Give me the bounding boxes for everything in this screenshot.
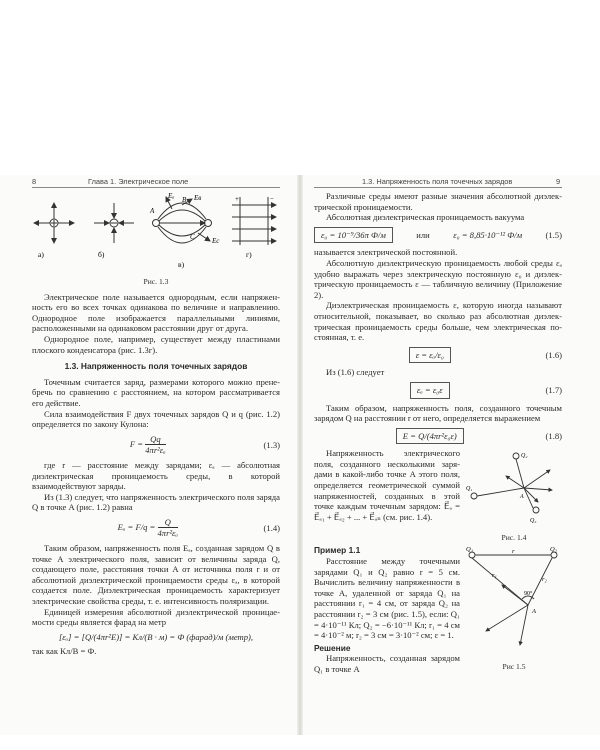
fig-label-b: б) [98, 250, 105, 259]
solution-title: Решение [314, 642, 351, 653]
svg-text:A: A [520, 494, 524, 501]
fig-label-a: а) [38, 250, 44, 259]
fig13-label-ev: Eв [194, 194, 202, 202]
example-diagram [466, 545, 562, 657]
eq15-boxed-a: ε₀ = 10⁻⁹/36π Ф/м [314, 227, 393, 244]
eq18-number: (1.8) [545, 430, 562, 441]
right-page [306, 175, 596, 735]
left-para-9: так как Кл/В = Ф. [32, 646, 97, 657]
svg-text:Q₃: Q₃ [530, 518, 537, 525]
right-page-number: 9 [556, 177, 561, 186]
eq13-denominator: 4πr²εₐ [145, 445, 166, 456]
left-para-6: Из (1.3) следует, что напряженность электрического поля заряда Q в точке A (рис. 1.2) равна [32, 491, 280, 513]
eq13-numerator: Qq [145, 434, 165, 446]
example-block [314, 545, 562, 674]
left-para-2: Однородное поле, например, существует между пластинами плоского конденсатора (рис. 1.3г). [32, 333, 280, 355]
fig13-label-c: C [190, 233, 195, 241]
fig15-r: r [512, 548, 515, 556]
left-para-5: где r — расстояние между зарядами; εₐ — абсолютная диэлектрическая проницаемость среды, в которой взаимодействуют заряды. [32, 459, 280, 492]
equation-1-6 [314, 347, 562, 364]
fig13-label-ea: Eₐ [168, 192, 175, 200]
example-text: Расстояние между точечными зарядами Q₁ и Q₂ равно r = 5 см. Вычислить величину напряженности в точке A, удаленной от заряда Q₁ на расстоянии r₁ = 4 см, от заряда Q₂ на расстоянии r₂ = 3 см (рис. 1.5), если: Q₁ = 4·10⁻¹¹ Кл; Q₂ = −6·10⁻¹¹ Кл; r₁ = 4 см = 4·10⁻² м; r₂ = 3 см = 3·10⁻² см; ε = 1. [314, 556, 460, 641]
left-para-7: Таким образом, напряженность поля Eₐ, созданная зарядом Q в точке A электрического поля, зависит от величины заряда Q, создающего поле, расстояния точки A от источника поля r и от абсолютной диэлектрической проницаемости среды εₐ, в которой создается поле. Диэлектрическая проницаемость характеризует электрические свойства среды, т. е. интенсивность поляризации. [32, 543, 280, 607]
eq15-number: (1.5) [545, 229, 562, 240]
example-title: Пример 1.1 [314, 545, 361, 556]
right-para-6: Из (1.6) следует [326, 367, 385, 378]
fig14-caption: Рис. 1.4 [501, 532, 527, 542]
eq13-number: (1.3) [263, 439, 280, 450]
fig13-label-b: B [182, 196, 187, 204]
fig15-a: A [532, 608, 536, 616]
right-para-2: Абсолютная диэлектрическая проницаемость вакуума [326, 212, 525, 223]
svg-text:Q₁: Q₁ [466, 486, 473, 493]
left-para-1: Электрическое поле называется однородным, если напряженность его во всех точках одинакова по величине и направлению. Однородное поле изображается параллельными линиями, расположенными на одинаковом расстоянии друг от друга. [32, 291, 280, 334]
svg-text:−: − [270, 195, 274, 203]
figure-1-4 [466, 448, 562, 543]
eq15-b: ε₀ = 8,85·10⁻¹² Ф/м [453, 229, 523, 240]
right-para-3: называется электрической постоянной. [314, 247, 458, 258]
figure-1-3 [32, 191, 280, 275]
fig15-q1: Q₁ [466, 546, 473, 554]
fig15-r2: r₂ [542, 576, 547, 584]
eq16-number: (1.6) [545, 349, 562, 360]
eq14-mid: F/q = [135, 521, 156, 532]
fig15-r1: r₁ [492, 572, 497, 580]
eq18-boxed: E = Q/(4πr²ε₀ε) [396, 428, 464, 445]
right-para-5: Диэлектрическая проницаемость ε, которую иногда называют относительной, показывает, во сколько раз абсолютная диэлектрическая проницаемость среды больше, чем электрическая постоянная, т. е. [314, 300, 562, 343]
right-para-8: Напряженность электрического поля, созданного несколькими зарядами в какой-либо точке A этого поля, определяется геометрической суммой напряженностей, созданных в этой точке каждым точечным зарядом: E⃗ₐ = E⃗ₐ₁ + E⃗ₐ₂ + ... + E⃗ₐₙ (см. рис. 1.4). [314, 448, 460, 522]
fig15-q2: Q₂ [550, 546, 557, 554]
eq14-number: (1.4) [263, 522, 280, 533]
equation-1-7 [314, 382, 562, 399]
equation-1-8 [314, 428, 562, 445]
svg-text:Q₂: Q₂ [521, 453, 528, 460]
equation-1-3 [32, 434, 280, 456]
fig15-caption: Рис 1.5 [502, 662, 526, 672]
right-content [314, 191, 562, 675]
figure-1-5 [466, 545, 562, 674]
field-lines-diagram [32, 191, 280, 275]
left-running-head: Глава 1. Электрическое поле [88, 177, 189, 186]
eq14-lhs: Eₐ = [117, 521, 134, 532]
eq17-boxed: εₐ = ε₀ε [410, 382, 450, 399]
fig13-caption: Рис. 1.3 [143, 277, 169, 286]
eq17-number: (1.7) [545, 384, 562, 395]
eq-unit: [εₐ] = [Q/(4πr²E)] = Кл/(В · м) = Ф (фарад)/м (метр), [58, 631, 254, 642]
left-head-rule [32, 187, 280, 188]
right-para-4: Абсолютную диэлектрическую проницаемость любой среды εₐ удобно выражать через электрическую постоянную ε₀ и диэлектрическую проницаемость ε — табличную величину (Приложение 2). [314, 257, 562, 300]
right-running-head: 1.3. Напряженность поля точечных зарядов [362, 177, 513, 186]
svg-text:+: + [235, 195, 239, 203]
fig13-label-a: A [150, 207, 155, 215]
left-para-8: Единицей измерения абсолютной диэлектрической проницаемости среды является фарад на метр [32, 606, 280, 628]
equation-units [32, 632, 280, 643]
eq14-denominator: 4πr²εₐ [157, 528, 178, 539]
example-text-column [314, 545, 460, 674]
left-para-3: Точечным считается заряд, размерами которого можно пренебречь по сравнению с расстоянием, на котором рассматривается его действие. [32, 376, 280, 408]
left-page-number: 8 [32, 177, 37, 186]
right-head-rule [314, 187, 562, 188]
book-gutter [297, 175, 303, 735]
eq15-or: или [416, 229, 430, 240]
book-spread [0, 175, 600, 735]
superposition-diagram [466, 448, 562, 528]
eq13-lhs: F = [129, 438, 144, 449]
solution-text: Напряженность, созданная зарядом Q₁ в точке A [314, 653, 460, 674]
eq14-numerator: Q [158, 517, 178, 529]
superposition-block [314, 448, 562, 543]
eq16-boxed: ε = εₐ/ε₀ [409, 347, 451, 364]
section-title: 1.3. Напряженность поля точечных зарядов [64, 361, 248, 372]
left-content [32, 275, 280, 657]
left-page [0, 175, 290, 735]
equation-1-4 [32, 517, 280, 539]
fig15-angle: 90° [524, 591, 533, 598]
equation-1-5 [314, 227, 562, 244]
fig13-label-ec: Eс [212, 237, 220, 245]
right-para-7: Таким образом, напряженность поля, созданного точечным зарядом Q на расстоянии r от него, определяется выражением [314, 402, 562, 424]
fig-label-g: г) [246, 250, 252, 259]
left-para-4: Сила взаимодействия F двух точечных зарядов Q и q (рис. 1.2) определяется по закону Кулона: [32, 408, 280, 430]
fig-label-v: в) [178, 260, 185, 269]
right-para-1: Различные среды имеют разные значения абсолютной диэлектрической проницаемости. [314, 191, 562, 212]
